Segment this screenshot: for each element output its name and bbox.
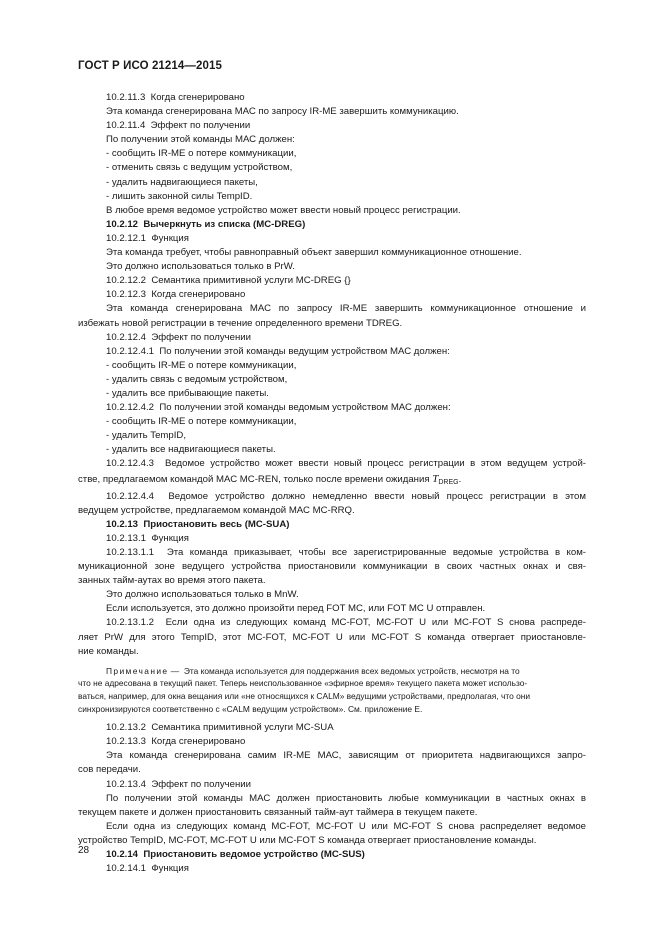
clause-10-2-13-3: 10.2.13.3 Когда сгенерировано <box>106 736 246 748</box>
clause-10-2-12-4-1: 10.2.12.4.1 По получении этой команды ведущим устройством МАС должен: <box>106 345 450 357</box>
clause-10-2-12-4-2: 10.2.12.4.2 По получении этой команды ведомым устройством МАС должен: <box>106 402 451 414</box>
clause-10-2-13-1: 10.2.13.1 Функция <box>106 532 189 544</box>
section-heading-10-2-13: 10.2.13 Приостановить весь (MC-SUA) <box>106 518 290 530</box>
paragraph: ляет PrW для этого TempID, этот MC-FOT, MC-FOT U или MC-FOT S команда отвергает приостановле- <box>78 631 586 643</box>
paragraph: ведущем устройстве, предлагаемом командой МАС MC-RRQ. <box>78 504 355 516</box>
paragraph <box>78 472 586 490</box>
document-body <box>78 91 586 876</box>
section-heading-10-2-14: 10.2.14 Приостановить ведомое устройство (MC-SUS) <box>106 848 365 860</box>
note-text: ваться, например, для окна вещания или «не относящихся к CALM» ведущими устройствами, предполагая, что они <box>78 690 531 701</box>
paragraph: избежать новой регистрации в течение определенного времени TDREG. <box>78 317 403 329</box>
paragraph: По получении этой команды МАС должен приостановить любые коммуникации в частных окнах в <box>106 792 586 804</box>
clause-10-2-14-1: 10.2.14.1 Функция <box>106 863 189 875</box>
text-run: стве, предлагаемом командой МАС MC-REN, только после времени ожидания <box>78 473 433 485</box>
list-item: - удалить все прибывающие пакеты. <box>106 387 269 399</box>
list-item: - лишить законной силы TempID. <box>106 190 253 202</box>
note-text: — Эта команда используется для поддержания всех ведомых устройств, несмотря на то <box>168 665 520 676</box>
list-item: - сообщить IR-ME о потере коммуникации, <box>106 148 297 160</box>
clause-10-2-12-3: 10.2.12.3 Когда сгенерировано <box>106 289 246 301</box>
page-header: ГОСТ Р ИСО 21214—2015 <box>78 60 223 72</box>
paragraph: Если одна из следующих команд MC-FOT, MC-FOT U или MC-FOT S снова распределяет ведомое <box>106 820 586 832</box>
paragraph: По получении этой команды МАС должен: <box>106 134 295 146</box>
paragraph: В любое время ведомое устройство может ввести новый процесс регистрации. <box>106 204 461 216</box>
section-heading-10-2-12: 10.2.12 Вычеркнуть из списка (MC-DREG) <box>106 218 306 230</box>
clause-10-2-12-4-3: 10.2.12.4.3 Ведомое устройство может ввести новый процесс регистрации в этом ведущем устрой- <box>106 458 586 470</box>
list-item: - сообщить IR-ME о потере коммуникации, <box>106 359 297 371</box>
note-text: что не адресована в текущий пакет. Теперь неиспользованное «эфирное время» текущего пакета может использо- <box>78 678 528 689</box>
list-item: - удалить все надвигающиеся пакеты. <box>106 444 276 456</box>
list-item: - сообщить IR-ME о потере коммуникации, <box>106 416 297 428</box>
paragraph: ние команды. <box>78 645 139 657</box>
paragraph: Это должно использоваться только в PrW. <box>106 261 295 273</box>
text-run: . <box>458 473 462 485</box>
clause-10-2-12-4: 10.2.12.4 Эффект по получении <box>106 331 251 343</box>
list-item: - удалить надвигающиеся пакеты, <box>106 176 258 188</box>
list-item: - отменить связь с ведущим устройством, <box>106 162 293 174</box>
clause-10-2-11-4: 10.2.11.4 Эффект по получении <box>106 120 251 132</box>
symbol-t: T <box>432 472 439 485</box>
paragraph: занных тайм-аутах во время этого пакета. <box>78 575 266 587</box>
paragraph: сов передачи. <box>78 764 141 776</box>
list-item: - удалить связь с ведомым устройством, <box>106 373 288 385</box>
note-label: Примечание <box>106 665 169 676</box>
clause-10-2-13-1-2: 10.2.13.1.2 Если одна из следующих команд MC-FOT, MC-FOT U или MC-FOT S снова распреде- <box>106 617 586 629</box>
paragraph: муникационной зоне ведущего устройства приостановили коммуникации в своих частных окнах и свя- <box>78 561 586 573</box>
paragraph: Эта команда требует, чтобы равноправный объект завершил коммуникационное отношение. <box>106 247 522 259</box>
clause-10-2-13-2: 10.2.13.2 Семантика примитивной услуги MC-SUA <box>106 722 334 734</box>
paragraph: Эта команда сгенерирована МАС по запросу IR-ME завершить коммуникационное отношение и <box>106 303 586 315</box>
paragraph: Если используется, это должно произойти перед FOT MC, или FOT MC U отправлен. <box>106 603 486 615</box>
paragraph: текущем пакете и должен приостановить связанный тайм-аут таймера в текущем пакете. <box>78 806 478 818</box>
clause-10-2-11-3: 10.2.11.3 Когда сгенерировано <box>106 92 245 103</box>
paragraph: Это должно использоваться только в MnW. <box>106 589 299 601</box>
paragraph: Эта команда сгенерирована самим IR-ME МАС, зависящим от приоритета надвигающихся запро- <box>106 750 586 762</box>
symbol-subscript: DREG <box>438 478 459 486</box>
list-item: - удалить TempID, <box>106 430 187 442</box>
clause-10-2-13-4: 10.2.13.4 Эффект по получении <box>106 778 251 790</box>
clause-10-2-13-1-1: 10.2.13.1.1 Эта команда приказывает, чтобы все зарегистрированные ведомые устройства в ком- <box>106 547 586 558</box>
clause-10-2-12-2: 10.2.12.2 Семантика примитивной услуги MC-DREG {} <box>106 275 351 287</box>
clause-10-2-12-1: 10.2.12.1 Функция <box>106 232 189 244</box>
paragraph: устройство TempID, MC-FOT, MC-FOT U или MC-FOT S команда отвергает приостановление команды. <box>78 834 537 846</box>
page-number: 28 <box>78 845 90 856</box>
note-text: синхронизируются соответственно с «CALM ведущим устройством». См. приложение Е. <box>78 703 423 714</box>
paragraph: Эта команда сгенерирована МАС по запросу IR-ME завершить коммуникацию. <box>106 106 459 118</box>
note <box>78 665 586 678</box>
clause-10-2-12-4-4: 10.2.12.4.4 Ведомое устройство должно немедленно ввести новый процесс регистрации в этом <box>106 490 586 502</box>
